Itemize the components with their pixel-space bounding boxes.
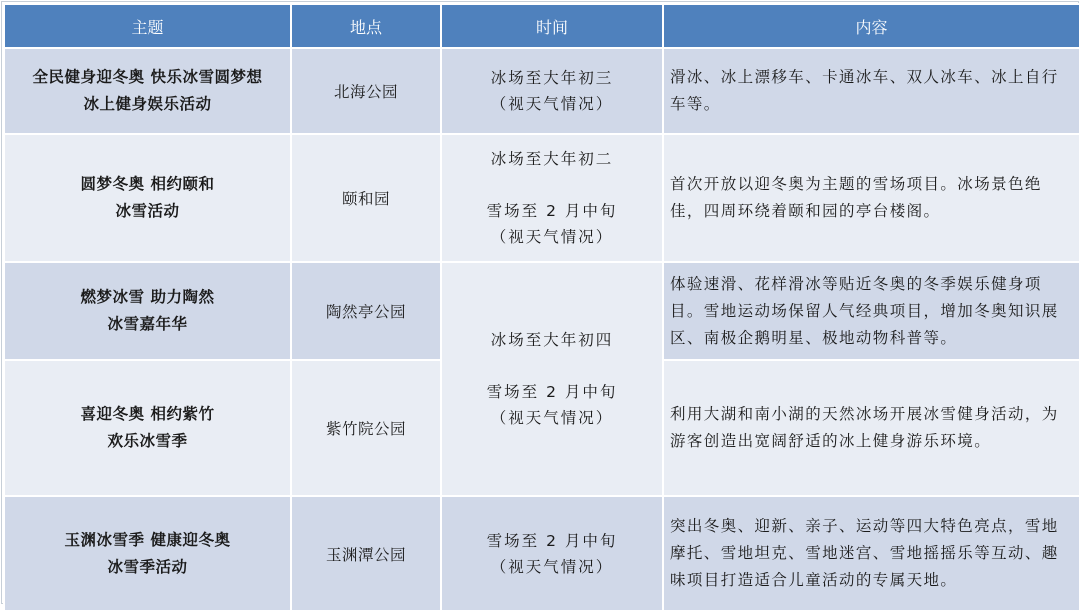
time-line: 雪场至 2 月中旬 <box>486 383 618 401</box>
place-cell: 北海公园 <box>291 48 441 134</box>
time-line: 雪场至 2 月中旬 <box>486 531 618 550</box>
theme-cell <box>4 496 291 611</box>
time-line: （视天气情况） <box>490 409 614 427</box>
time-cell <box>441 48 663 134</box>
table-row <box>4 262 1080 360</box>
content-cell: 首次开放以迎冬奥为主题的雪场项目。冰场景色绝佳，四周环绕着颐和园的亭台楼阁。 <box>663 134 1080 262</box>
theme-line: 喜迎冬奥 相约紫竹 <box>80 405 215 423</box>
time-line: （视天气情况） <box>490 95 614 113</box>
time-line: （视天气情况） <box>490 228 614 246</box>
schedule-table-frame <box>1 1 1079 604</box>
theme-cell <box>4 262 291 360</box>
theme-line: 全民健身迎冬奥 快乐冰雪圆梦想 <box>32 68 263 86</box>
time-gap <box>442 353 662 379</box>
theme-line: 欢乐冰雪季 <box>107 432 188 450</box>
time-cell <box>441 134 663 262</box>
time-line: （视天气情况） <box>490 557 614 576</box>
theme-cell <box>4 360 291 496</box>
theme-cell <box>4 134 291 262</box>
content-cell: 体验速滑、花样滑冰等贴近冬奥的冬季娱乐健身项目。雪地运动场保留人气经典项目，增加冬奥知识展区、南极企鹅明星、极地动物科普等。 <box>663 262 1080 360</box>
table-row <box>4 48 1080 134</box>
theme-line: 冰上健身娱乐活动 <box>83 95 212 113</box>
time-line: 冰场至大年初四 <box>490 331 614 349</box>
place-cell: 颐和园 <box>291 134 441 262</box>
header-place: 地点 <box>291 4 441 48</box>
winter-activities-table <box>3 3 1080 612</box>
content-cell: 滑冰、冰上漂移车、卡通冰车、双人冰车、冰上自行车等。 <box>663 48 1080 134</box>
time-gap <box>442 172 662 198</box>
content-cell: 突出冬奥、迎新、亲子、运动等四大特色亮点，雪地摩托、雪地坦克、雪地迷宫、雪地摇摇乐等互动、趣味项目打造适合儿童活动的专属天地。 <box>663 496 1080 611</box>
place-cell: 玉渊潭公园 <box>291 496 441 611</box>
place-cell: 紫竹院公园 <box>291 360 441 496</box>
table-row <box>4 134 1080 262</box>
header-row <box>4 4 1080 48</box>
time-line: 冰场至大年初二 <box>490 150 614 168</box>
theme-line: 冰雪季活动 <box>107 557 188 576</box>
content-cell: 利用大湖和南小湖的天然冰场开展冰雪健身活动，为游客创造出宽阔舒适的冰上健身游乐环境。 <box>663 360 1080 496</box>
theme-line: 玉渊冰雪季 健康迎冬奥 <box>64 530 231 549</box>
header-theme: 主题 <box>4 4 291 48</box>
theme-line: 燃梦冰雪 助力陶然 <box>80 288 215 306</box>
theme-line: 冰雪活动 <box>115 202 180 220</box>
time-cell-merged <box>441 262 663 496</box>
theme-line: 圆梦冬奥 相约颐和 <box>80 175 215 193</box>
place-cell: 陶然亭公园 <box>291 262 441 360</box>
theme-line: 冰雪嘉年华 <box>107 315 188 333</box>
time-line: 雪场至 2 月中旬 <box>486 202 618 220</box>
header-content: 内容 <box>663 4 1080 48</box>
header-time: 时间 <box>441 4 663 48</box>
theme-cell <box>4 48 291 134</box>
time-cell <box>441 496 663 611</box>
table-row <box>4 496 1080 611</box>
time-line: 冰场至大年初三 <box>490 69 614 87</box>
